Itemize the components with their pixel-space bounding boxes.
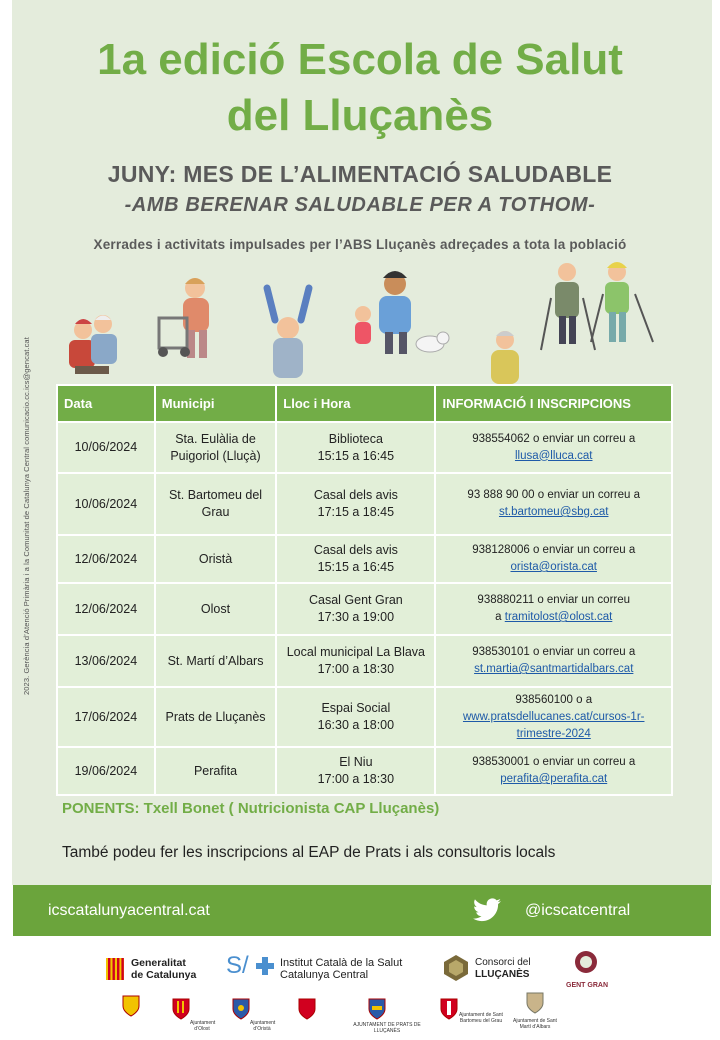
email-link[interactable]: llusa@lluca.cat — [514, 449, 593, 462]
ics-logo-text: Institut Català de la Salut Catalunya Central — [280, 957, 403, 981]
sant-bartomeu-crest-label: Ajuntament de Sant Bartomeu del Grau — [459, 1012, 503, 1024]
cell-lloc: Casal dels avis 17:15 a 18:45 — [276, 473, 435, 535]
elderly-couple-figure — [69, 315, 117, 374]
cell-lloc: El Niu 17:00 a 18:30 — [276, 747, 435, 795]
sant-bartomeu-crest-icon — [440, 998, 458, 1020]
cell-municipi: Perafita — [155, 747, 277, 795]
header-lloc-hora: Lloc i Hora — [276, 385, 435, 422]
crest-icon — [298, 998, 316, 1020]
cell-lloc: Casal dels avis 15:15 a 16:45 — [276, 535, 435, 583]
prats-crest-icon — [368, 998, 386, 1020]
twitter-bird-icon[interactable] — [473, 897, 501, 923]
title-line-1: 1a edició Escola de Salut — [97, 35, 623, 84]
health-cross-icon — [256, 957, 274, 975]
footer-website-link[interactable]: icscatalunyacentral.cat — [48, 902, 210, 919]
cell-lloc: Espai Social 16:30 a 18:00 — [276, 687, 435, 747]
cell-date: 10/06/2024 — [57, 422, 155, 473]
cell-date: 12/06/2024 — [57, 583, 155, 635]
stretching-figure — [267, 288, 309, 378]
municipal-crest-icon — [122, 995, 140, 1017]
title-line-2: del Lluçanès — [226, 91, 494, 140]
header-data: Data — [57, 385, 155, 422]
gent-gran-logo-text: GENT GRAN — [566, 982, 608, 989]
cell-info: 938530001 o enviar un correu a perafita@perafita.cat — [435, 747, 672, 795]
table-row — [57, 747, 672, 795]
email-link[interactable]: orista@orista.cat — [510, 561, 597, 573]
header-informacio: INFORMACIÓ I INSCRIPCIONS — [435, 385, 672, 422]
side-credit-text: 2023. Gerència d’Atenció Primària i a la Comunitat de Catalunya Central comunicacio.cc.ics@gencat.cat — [22, 337, 31, 695]
table-header-row — [57, 385, 672, 422]
partner-logos — [0, 940, 720, 1040]
gent-gran-logo-icon — [568, 946, 604, 982]
cell-lloc: Casal Gent Gran 17:30 a 19:00 — [276, 583, 435, 635]
cell-municipi: Olost — [155, 583, 277, 635]
footer-bar — [13, 885, 711, 936]
cell-date: 17/06/2024 — [57, 687, 155, 747]
intro-text: Xerrades i activitats impulsades per l’ABS Lluçanès adreçades a tota la població — [93, 237, 627, 252]
cell-info: 938128006 o enviar un correu a orista@orista.cat — [435, 535, 672, 583]
orista-crest-label: Ajuntament d’Oristà — [250, 1020, 276, 1032]
olost-crest-label: Ajuntament d’Olost — [190, 1020, 216, 1032]
cell-lloc: Biblioteca 15:15 a 16:45 — [276, 422, 435, 473]
cell-lloc: Local municipal La Blava 17:00 a 18:30 — [276, 635, 435, 687]
dog-walker-figure — [355, 271, 449, 354]
orista-crest-icon — [232, 998, 250, 1020]
cell-date: 13/06/2024 — [57, 635, 155, 687]
cell-date: 10/06/2024 — [57, 473, 155, 535]
registration-note: També podeu fer les inscripcions al EAP de Prats i als consultoris locals — [62, 844, 556, 861]
email-link[interactable]: st.martia@santmartidalbars.cat — [474, 663, 634, 675]
footer-twitter-handle[interactable]: @icscatcentral — [525, 902, 631, 919]
table-row — [57, 535, 672, 583]
seated-figure — [491, 331, 519, 384]
ics-logo-mark: S/ — [226, 952, 249, 979]
table-row — [57, 473, 672, 535]
consorci-logo-text: Consorci del LLUÇANÈS — [475, 957, 531, 980]
website-link[interactable]: www.pratsdellucanes.cat/cursos-1r- — [462, 710, 645, 723]
table-row — [57, 422, 672, 473]
cell-municipi: St. Martí d’Albars — [155, 635, 277, 687]
subtitle: JUNY: MES DE L’ALIMENTACIÓ SALUDABLE — [107, 161, 613, 187]
cell-info: 938530101 o enviar un correu a st.martia@santmartidalbars.cat — [435, 635, 672, 687]
subtitle-secondary: -AMB BERENAR SALUDABLE PER A TOTHOM- — [124, 194, 596, 216]
cell-info: 938880211 o enviar un correu a tramitolost@olost.cat — [435, 583, 672, 635]
generalitat-logo-text: Generalitat de Catalunya — [131, 957, 197, 981]
cell-date: 19/06/2024 — [57, 747, 155, 795]
cell-info: 93 888 90 00 o enviar un correu a st.bartomeu@sbg.cat — [435, 473, 672, 535]
olost-crest-icon — [172, 998, 190, 1020]
header-municipi: Municipi — [155, 385, 277, 422]
table-row — [57, 635, 672, 687]
cell-municipi: Sta. Eulàlia de Puigoriol (Lluçà) — [155, 422, 277, 473]
generalitat-logo-icon — [106, 958, 124, 980]
walker-figure — [158, 278, 209, 358]
people-illustration — [55, 258, 675, 386]
prats-crest-label: AJUNTAMENT DE PRATS DE LLUÇANÈS — [353, 1022, 421, 1034]
consorci-logo-icon — [442, 954, 470, 982]
email-link[interactable]: tramitolost@olost.cat — [504, 611, 613, 623]
page-title — [20, 32, 700, 144]
table-row — [57, 583, 672, 635]
sant-marti-crest-label: Ajuntament de Sant Martí d’Albars — [513, 1018, 557, 1030]
cell-municipi: Oristà — [155, 535, 277, 583]
email-link[interactable]: st.bartomeu@sbg.cat — [498, 506, 609, 518]
nordic-walkers-figure — [541, 262, 653, 350]
cell-date: 12/06/2024 — [57, 535, 155, 583]
cell-info: 938560100 o a www.pratsdellucanes.cat/cursos-1r- trimestre-2024 — [435, 687, 672, 747]
table-row — [57, 687, 672, 747]
ponents-text: PONENTS: Txell Bonet ( Nutricionista CAP Lluçanès) — [62, 800, 440, 817]
schedule-table — [56, 384, 673, 796]
cell-info: 938554062 o enviar un correu a llusa@lluca.cat — [435, 422, 672, 473]
email-link[interactable]: perafita@perafita.cat — [500, 773, 608, 785]
cell-municipi: St. Bartomeu del Grau — [155, 473, 277, 535]
website-link-continued[interactable]: trimestre-2024 — [516, 727, 591, 740]
cell-municipi: Prats de Lluçanès — [155, 687, 277, 747]
sant-marti-crest-icon — [526, 992, 544, 1014]
